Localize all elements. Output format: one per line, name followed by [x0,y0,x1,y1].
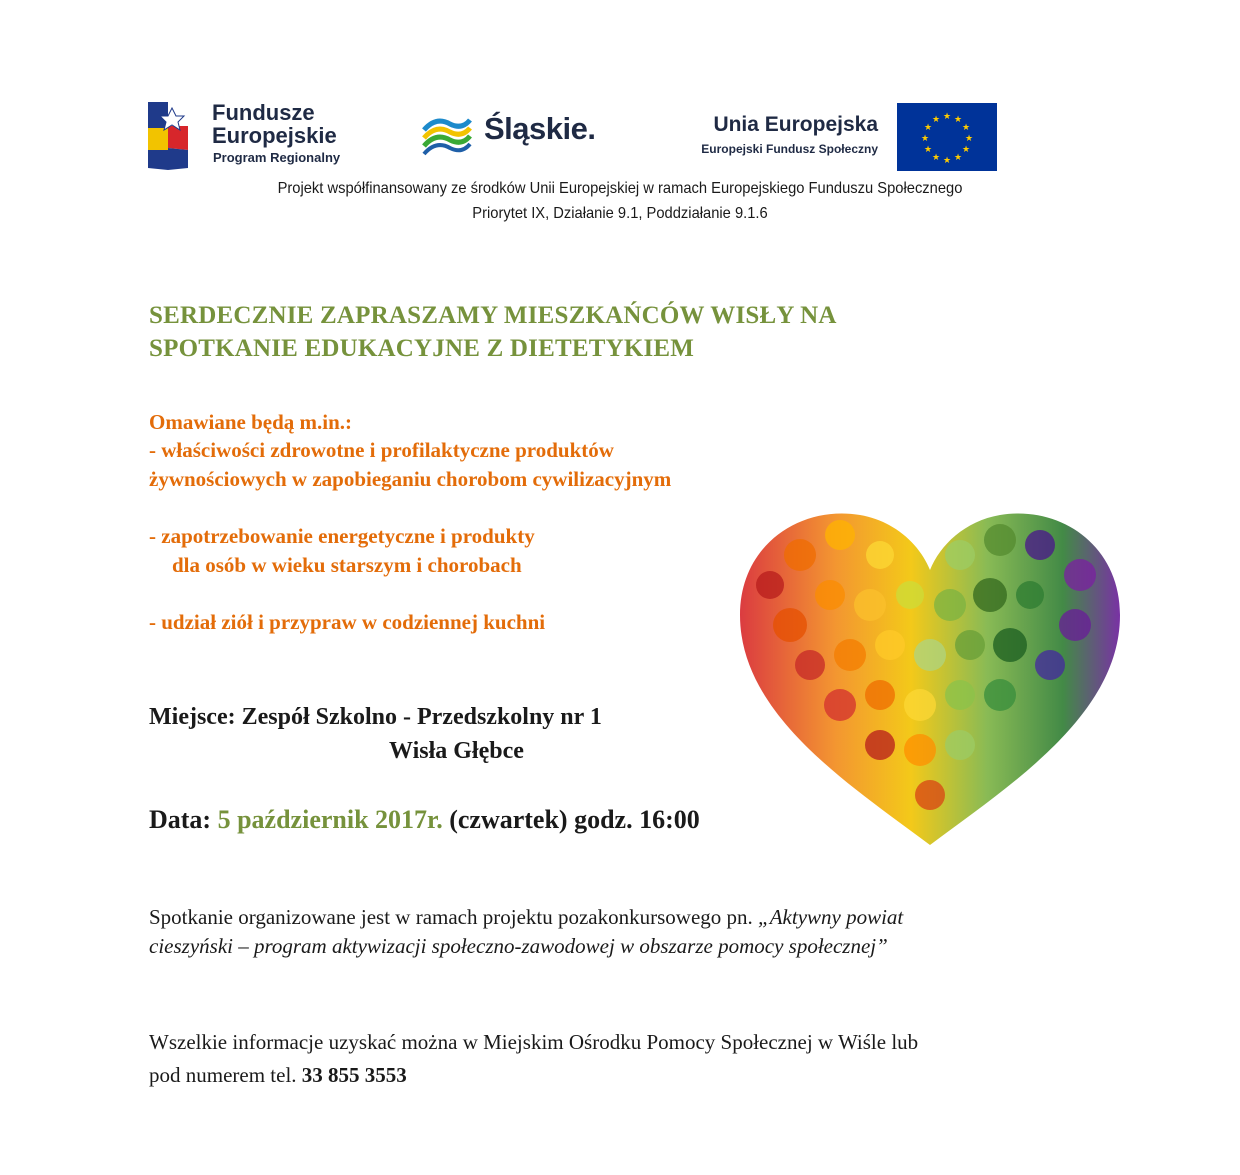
date-weekday: (czwartek) [449,805,568,834]
heading-line2: SPOTKANIE EDUKACYJNE Z DIETETYKIEM [149,335,695,362]
info-line1: Wszelkie informacje uzyskać można w Miejskim Ośrodku Pomocy Społecznej w Wiśle lub [149,1030,919,1054]
date-time: godz. 16:00 [574,805,700,834]
svg-text:★: ★ [964,134,974,144]
date-line [149,805,700,835]
organizer-italic-1: „Aktywny powiat [758,905,904,929]
unia-line2: Europejski Fundusz Społeczny [701,142,878,156]
eu-flag-icon [897,103,997,171]
topics-intro: Omawiane będą m.in.: [149,410,353,434]
svg-text:★: ★ [931,153,941,163]
svg-text:★: ★ [942,156,952,166]
info-line2 [149,1063,407,1088]
svg-text:★: ★ [920,134,930,144]
organizer-plain: Spotkanie organizowane jest w ramach projektu pozakonkursowego pn. [149,905,759,929]
fundusze-europejskie-logo [146,98,376,172]
phone-number: 33 855 3553 [301,1063,407,1087]
unia-line1: Unia Europejska [713,113,878,136]
organizer-line1 [149,905,903,930]
svg-text:★: ★ [961,123,971,133]
slaskie-name: Śląskie. [484,111,596,146]
svg-text:★: ★ [953,153,963,163]
topic-2-line2: dla osób w wieku starszym i chorobach [172,553,522,577]
place-line [149,704,602,731]
topic-3: - udział ziół i przypraw w codziennej kuchni [149,610,546,634]
fundusze-line1: Fundusze [212,100,315,125]
fundusze-europejskie-icon [146,98,206,172]
info-prefix: pod numerem tel. [149,1063,302,1087]
organizer-line2: cieszyński – program aktywizacji społeczno-zawodowej w obszarze pomocy społecznej” [149,934,888,958]
topic-1-line1: - właściwości zdrowotne i profilaktyczne produktów [149,438,614,462]
fundusze-line2: Europejskie [212,123,337,148]
place-value2: Wisła Głębce [389,738,524,764]
date-value: 5 październik 2017r. [217,805,443,834]
topic-2-line1: - zapotrzebowanie energetyczne i produkty [149,524,535,548]
date-label: Data: [149,805,212,834]
fruit-vegetable-heart-icon [730,495,1130,860]
place-value: Zespół Szkolno - Przedszkolny nr 1 [241,704,602,730]
svg-text:★: ★ [923,145,933,155]
svg-text:★: ★ [953,115,963,125]
topic-1-line2: żywnościowych w zapobieganiu chorobom cywilizacyjnym [149,467,672,491]
project-line2: Priorytet IX, Działanie 9.1, Poddziałanie 9.1.6 [472,205,768,222]
place-label: Miejsce: [149,704,236,730]
slaskie-logo [420,108,620,158]
slaskie-waves-icon [420,110,474,156]
svg-text:★: ★ [923,123,933,133]
svg-text:★: ★ [942,112,952,122]
fundusze-line3: Program Regionalny [213,150,341,165]
svg-text:★: ★ [931,115,941,125]
heading-line1: SERDECZNIE ZAPRASZAMY MIESZKAŃCÓW WISŁY NA [149,302,837,329]
project-line1: Projekt współfinansowany ze środków Unii Europejskiej w ramach Europejskiego Funduszu Społecznego [277,180,963,197]
svg-text:★: ★ [961,145,971,155]
